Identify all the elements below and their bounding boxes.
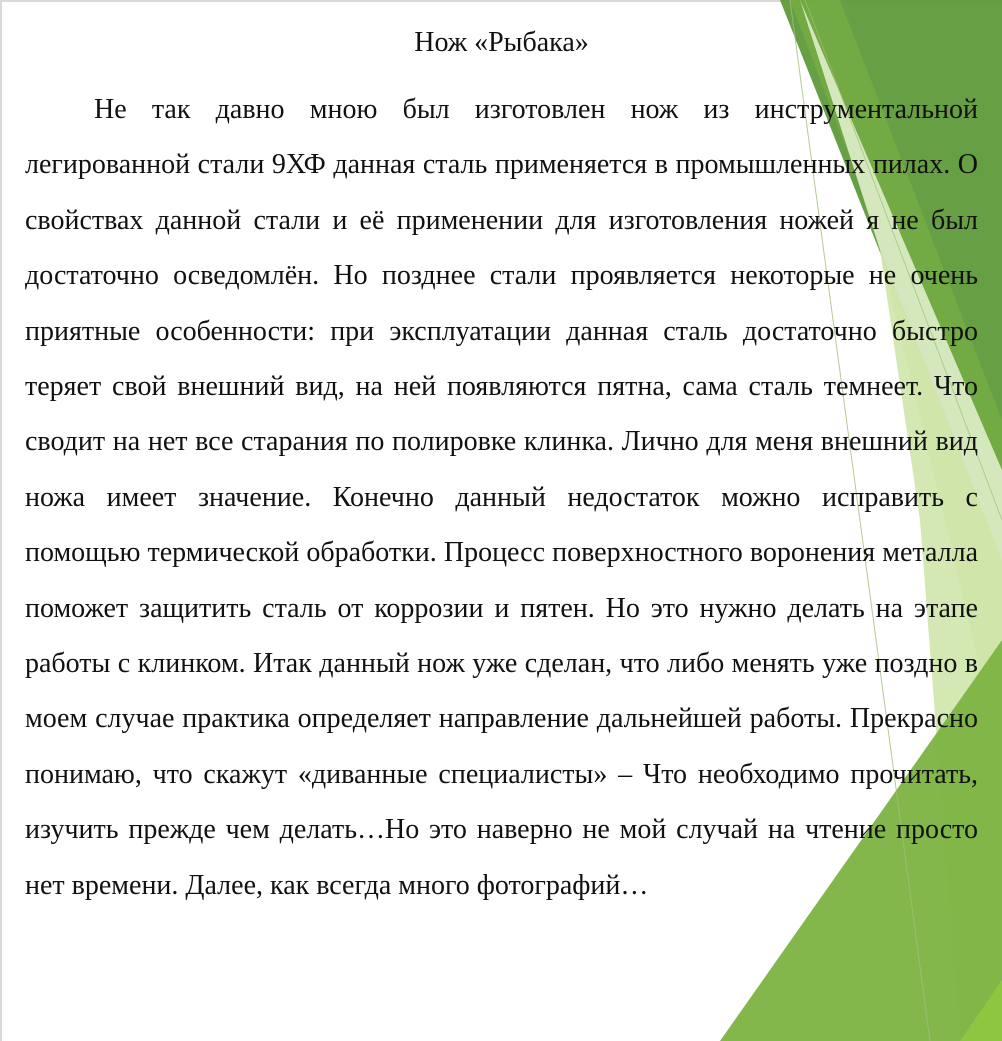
document-page — [25, 0, 978, 913]
document-title: Нож «Рыбака» — [414, 27, 589, 58]
document-paragraph: Не так давно мною был изготовлен нож из инструментальной легированной стали 9ХФ данная сталь применяется в промышленных пилах. О свойствах данной стали и её применении для изготовления ножей я не был достаточно осведомлён. Но позднее стали проявляется некоторые не очень приятные особенности: при эксплуатации данная сталь достаточно быстро теряет свой внешний вид, на ней появляются пятна, сама сталь темнеет. Что сводит на нет все старания по полировке клинка. Лично для меня внешний вид ножа имеет значение. Конечно данный недостаток можно исправить с помощью термической обработки. Процесс поверхностного воронения металла поможет защитить сталь от коррозии и пятен. Но это нужно делать на этапе работы с клинком. Итак данный нож уже сделан, что либо менять уже поздно в моем случае практика определяет направление дальнейшей работы. Прекрасно понимаю, что скажут «диванные специалисты» – Что необходимо прочитать, изучить прежде чем делать…Но это наверно не мой случай на чтение просто нет времени. Далее, как всегда много фотографий… — [25, 94, 978, 901]
